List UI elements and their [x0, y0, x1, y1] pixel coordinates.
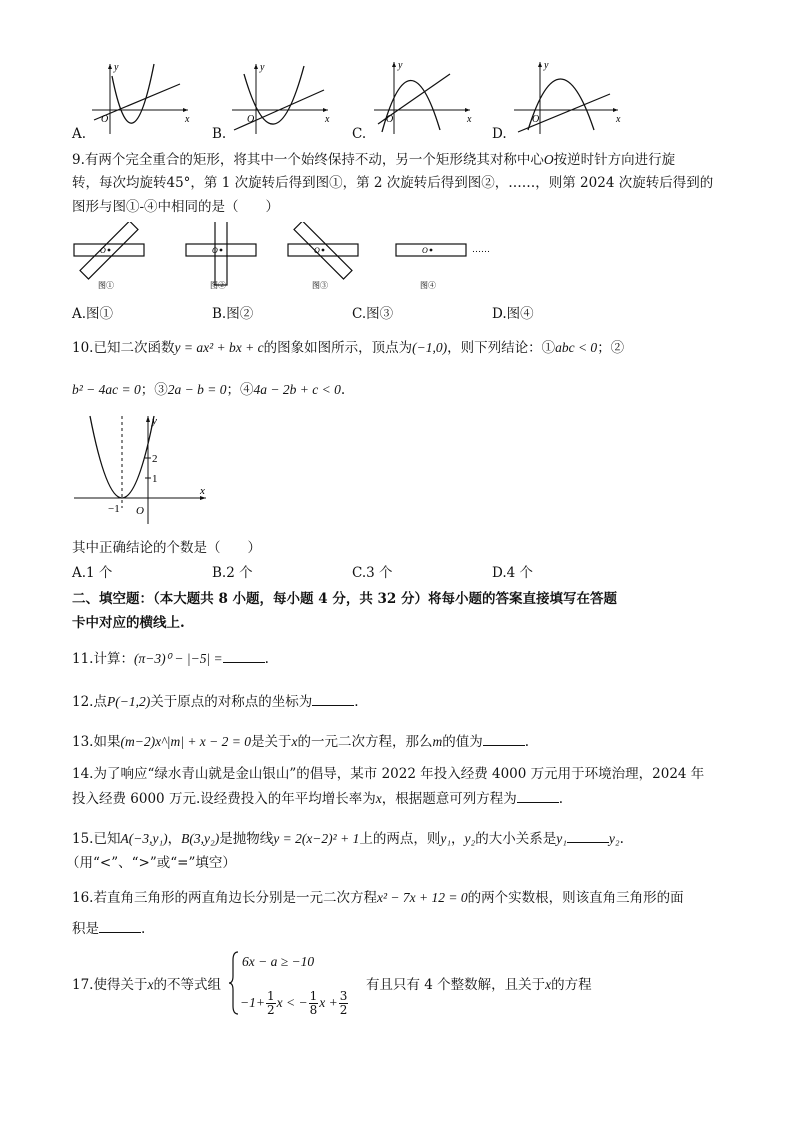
graph-a-origin-label: O	[101, 114, 109, 125]
q17-suffix2: 的方程	[551, 977, 592, 993]
graph-d-origin-label: O	[532, 114, 540, 125]
q8-graph-a	[88, 58, 198, 138]
q14-line2-text: 投入经费 6000 万元.设经费投入的年平均增长率为	[72, 791, 376, 807]
q8-graph-c	[370, 58, 480, 138]
q15-parabola: y = 2(x−2)² + 1	[273, 831, 360, 846]
fig1-label: 图①	[98, 281, 114, 290]
q10-c1: abc < 0	[555, 340, 598, 355]
q16-line2-text: 积是	[72, 921, 99, 937]
q13-text3: 的值为	[442, 734, 483, 750]
q15-line1	[72, 828, 624, 849]
q9-figure-2	[182, 222, 262, 292]
q10-eq: y = ax² + bx + c	[174, 340, 264, 355]
fig2-label: 图②	[210, 281, 226, 290]
graph-d-y-label: y	[544, 60, 549, 71]
q9-figure-4	[392, 222, 512, 292]
q17-text-label: 的不等式组	[153, 977, 221, 993]
graph-c-y-label: y	[398, 60, 403, 71]
q15-answer-blank[interactable]	[567, 828, 609, 843]
q10-graph-tick-2: 2	[152, 453, 158, 465]
q13	[72, 731, 529, 752]
graph-b-x-label: x	[325, 114, 330, 125]
q11-end: .	[264, 651, 269, 667]
q13-m: m	[432, 734, 443, 749]
q9-option-c[interactable]: C.图③	[352, 306, 394, 322]
q9-center: O	[543, 152, 554, 167]
q10-option-b[interactable]: B.2 个	[212, 565, 253, 581]
q13-prefix: 13.如果	[72, 734, 121, 750]
q17-suffix	[366, 975, 592, 995]
graph-a-y-label: y	[114, 62, 119, 73]
q17-frac-half	[266, 990, 276, 1017]
graph-c-x-label: x	[467, 114, 472, 125]
q10-end: .	[340, 382, 346, 398]
q10-graph-origin-label: O	[136, 505, 144, 517]
q15-y2-compare: y₂	[608, 831, 620, 846]
q12	[72, 691, 359, 712]
q10-graph-tick-1: 1	[152, 473, 158, 485]
q14-end: .	[558, 791, 564, 807]
q9-option-a[interactable]: A.图①	[72, 306, 114, 322]
q17-prefix: 17.使得关于	[72, 977, 148, 993]
q17-half-num: 1	[266, 989, 275, 1003]
q9-figure-3	[284, 222, 370, 292]
q13-expr: (m−2)x^|m| + x − 2 = 0	[120, 734, 252, 749]
q8-option-a[interactable]: A.	[72, 126, 87, 142]
q17-frac-eighth	[309, 990, 319, 1017]
graph-a-x-label: x	[185, 114, 190, 125]
q17-three-den: 2	[339, 1003, 348, 1017]
q13-text: 是关于	[251, 734, 292, 750]
q17-frac-three-halves	[339, 990, 349, 1017]
q13-answer-blank[interactable]	[483, 731, 525, 746]
q9-figure-1	[70, 222, 150, 292]
q15-text: 是抛物线	[219, 831, 274, 847]
q17-x2: x	[545, 977, 552, 992]
q12-end: .	[354, 694, 359, 710]
fig-continuation-dots: ……	[472, 244, 490, 254]
q17-ineq2c: x +	[319, 995, 338, 1010]
q17-ineq2	[240, 988, 349, 1018]
q10-text-line2	[72, 380, 345, 400]
q9-figures	[70, 222, 530, 298]
fig4-label: 图④	[420, 281, 436, 290]
q10-c4pre: ；④	[226, 382, 254, 398]
q14-answer-blank[interactable]	[517, 788, 559, 803]
q16-answer-blank[interactable]	[99, 918, 141, 933]
q10-c3pre: ；③	[140, 382, 168, 398]
q17-eighth-num: 1	[309, 989, 318, 1003]
q14-line1: 14.为了响应“绿水青山就是金山银山”的倡导，某市 2022 年投入经费 4000 万元用于环境治理，2024 年	[72, 766, 705, 782]
q17-half-den: 2	[266, 1003, 275, 1017]
q8-graph-d	[510, 58, 630, 138]
q15-y1-compare: y₁	[556, 831, 567, 846]
q13-text2: 的一元二次方程，那么	[297, 734, 433, 750]
q15-text2: 上的两点，则	[359, 831, 441, 847]
q11	[72, 648, 269, 669]
q10-graph-y-label: y	[152, 415, 157, 427]
fig2-center-label: O	[212, 246, 218, 255]
q17-suffix-text: 有且只有 4 个整数解，且关于	[366, 977, 546, 993]
q10-graph-tick-neg1: −1	[108, 503, 120, 515]
q10-mid2: ，则下列结论：①	[447, 340, 556, 356]
q9-option-b[interactable]: B.图②	[212, 306, 254, 322]
q10-graph-x-label: x	[200, 485, 205, 497]
q17-text	[72, 975, 221, 995]
q16-end: .	[141, 921, 146, 937]
q9-option-d[interactable]: D.图④	[492, 306, 534, 322]
q15-text3: 的大小关系是	[475, 831, 557, 847]
q15-point-b: B(3,y₂)	[181, 831, 220, 846]
q9-text-line3: 图形与图①-④中相同的是（ ）	[72, 199, 280, 215]
q17-ineq2b: x < −	[276, 995, 308, 1010]
q10-sep: ；②	[597, 340, 625, 356]
q15-point-a: A(−3,y₁)	[120, 831, 168, 846]
q12-point: P(−1,2)	[106, 694, 151, 709]
q11-expr: (π−3)⁰ − |−5| =	[133, 651, 223, 666]
q10-text-line1	[72, 338, 624, 358]
q16-eq: x² − 7x + 12 = 0	[376, 890, 468, 905]
fig4-center-label: O	[422, 246, 428, 255]
q10-vertex: (−1,0)	[412, 340, 448, 355]
graph-b-y-label: y	[260, 62, 265, 73]
q15-prefix: 15.已知	[72, 831, 121, 847]
q16-prefix: 16.若直角三角形的两直角边长分别是一元二次方程	[72, 890, 377, 906]
q16-line2	[72, 918, 145, 939]
q15-comma: ，	[167, 831, 182, 847]
q9-text1: 9.有两个完全重合的矩形，将其中一个始终保持不动，另一个矩形绕其对称中心	[72, 152, 544, 168]
q10-c2: b² − 4ac = 0	[72, 382, 141, 397]
q8-option-b[interactable]: B.	[212, 126, 227, 142]
q12-answer-blank[interactable]	[312, 691, 354, 706]
q10-c3: 2a − b = 0	[167, 382, 227, 397]
q17-eighth-den: 8	[309, 1003, 318, 1017]
q17-ineq2a: −1+	[240, 995, 265, 1010]
q14-line2b: ，根据题意可列方程为	[381, 791, 517, 807]
q10-graph	[72, 410, 212, 528]
q17-ineq1-text: 6x − a ≥ −10	[242, 954, 315, 969]
q17-x: x	[147, 977, 154, 992]
q8-option-c[interactable]: C.	[352, 126, 367, 142]
q11-prefix: 11.计算：	[72, 651, 134, 667]
fig3-label: 图③	[312, 281, 328, 290]
q9-text1b: 按逆时针方向进行旋	[553, 152, 676, 168]
fig1-center-label: O	[100, 246, 106, 255]
q16-line1	[72, 888, 684, 908]
q10-c4: 4a − 2b + c < 0	[253, 382, 341, 397]
q15-line2: （用“<”、“>”或“=”填空）	[66, 855, 236, 871]
fig3-center-label: O	[314, 246, 320, 255]
q11-answer-blank[interactable]	[223, 648, 265, 663]
q9-text-line1	[72, 150, 675, 170]
q17-three-num: 3	[339, 989, 348, 1003]
q16-text: 的两个实数根，则该直角三角形的面	[467, 890, 684, 906]
q8-graphs	[70, 58, 730, 144]
q10-question: 其中正确结论的个数是（ ）	[72, 540, 261, 556]
q17-brace	[228, 950, 240, 1016]
q15-end: .	[619, 831, 624, 847]
q12-prefix: 12.点	[72, 694, 107, 710]
q13-x: x	[291, 734, 298, 749]
q10-option-a[interactable]: A.1 个	[72, 565, 113, 581]
q10-prefix: 10.已知二次函数	[72, 340, 175, 356]
q14-line2	[72, 788, 563, 809]
q15-y1: y₁	[440, 831, 452, 846]
graph-c-origin-label: O	[386, 114, 394, 125]
q13-end: .	[524, 734, 530, 750]
q15-y2: y₂	[464, 831, 476, 846]
section2-heading-line1: 二、填空题：（本大题共 8 小题，每小题 4 分，共 32 分）将每小题的答案直接填写在答题	[72, 591, 618, 607]
q17-ineq1	[242, 952, 314, 972]
section2-heading-line2: 卡中对应的横线上.	[72, 615, 185, 631]
q14-x: x	[375, 791, 382, 806]
q10-option-d[interactable]: D.4 个	[492, 565, 534, 581]
q10-mid: 的图象如图所示，顶点为	[263, 340, 413, 356]
graph-d-x-label: x	[616, 114, 621, 125]
q8-option-d[interactable]: D.	[492, 126, 507, 142]
q8-graph-b	[228, 58, 338, 138]
graph-b-origin-label: O	[247, 114, 255, 125]
q9-text-line2: 转，每次均旋转45°，第 1 次旋转后得到图①，第 2 次旋转后得到图②，……，则第 2024 次旋转后得到的	[72, 175, 714, 191]
q10-option-c[interactable]: C.3 个	[352, 565, 393, 581]
q12-text: 关于原点的对称点的坐标为	[150, 694, 313, 710]
q15-sep: ，	[451, 831, 465, 847]
